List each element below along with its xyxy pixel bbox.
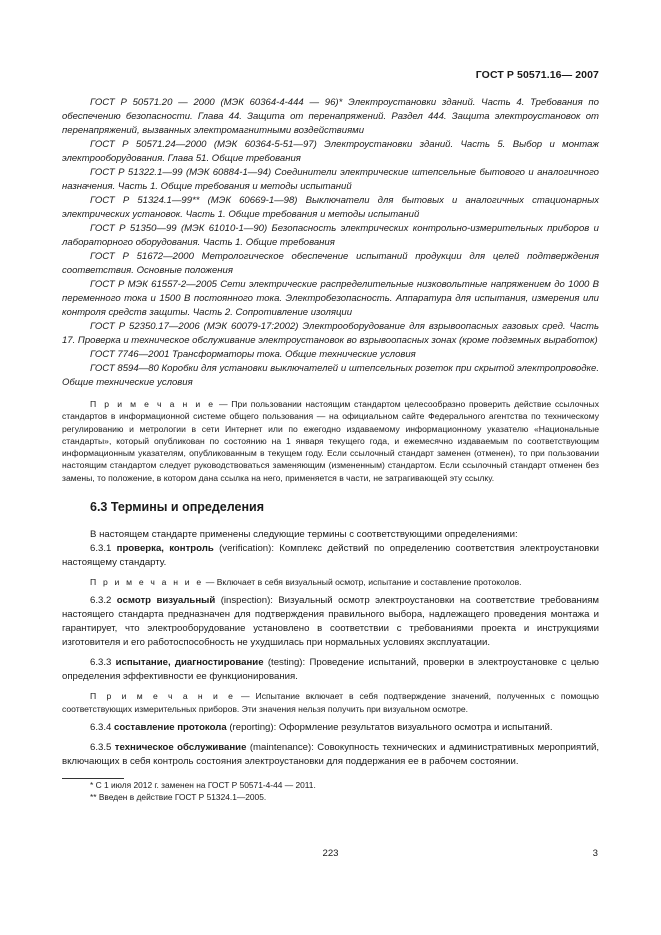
note-text: — Испытание включает в себя подтверждение значений, полученных с помощью соответствующих измерительных приборов. Эти значения нельзя получить при визуальном осмотре. <box>62 691 599 714</box>
term-name: техническое обслуживание <box>114 741 247 753</box>
reference-item: ГОСТ Р 51322.1—99 (МЭК 60884-1—94) Соединители электрические штепсельные бытового и аналогичного назначения. Часть 1. Общие требования и методы испытаний <box>62 167 599 192</box>
reference-item: ГОСТ Р 51672—2000 Метрологическое обеспечение испытаний продукции для целей подтверждения соответствия. Основные положения <box>62 251 599 276</box>
term-definition: (reporting): Оформление результатов визуального осмотра и испытаний. <box>226 721 553 733</box>
reference-item: ГОСТ Р 52350.17—2006 (МЭК 60079-17:2002) Электрооборудование для взрывоопасных газовых сред. Часть 17. Проверка и техническое обслуживание электроустановок во взрывоопасных зонах (кроме подземных выработок) <box>62 321 599 346</box>
term-6-3-4 <box>62 721 599 735</box>
term-name: проверка, контроль <box>116 543 214 555</box>
term-name: осмотр визуальный <box>116 595 216 607</box>
reference-item: ГОСТ Р 50571.24—2000 (МЭК 60364-5-51—97) Электроустановки зданий. Часть 5. Выбор и монтаж электрооборудования. Глава 51. Общие требования <box>62 139 599 164</box>
note-text: — При пользовании настоящим стандартом целесообразно проверить действие ссылочных стандартов в информационной системе общего пользования — на официальном сайте Федерального агентства по техническому регулированию и метрологии в сети Интернет или по ежегодно издаваемому информационному указателю «Национальные стандарты», который опубликован по состоянию на 1 января текущего года, и ежемесячно издаваемым по соответствующим информационным указателям, опубликованным в текущем году. Если ссылочный стандарт заменен (отменен), то при пользовании настоящим стандартом следует руководствоваться заменяющим (измененным) стандартом. Если ссылочный стандарт отменен без замены, то положение, в котором дана ссылка на него, применяется в части, не затрагивающей эту ссылку. <box>62 399 599 483</box>
term-name: испытание, диагностирование <box>115 657 264 669</box>
sheet-number: 3 <box>592 848 598 859</box>
note-label: П р и м е ч а н и е <box>90 691 236 702</box>
term-number: 6.3.4 <box>90 721 115 733</box>
term-definition: (verification): Комплекс действий по определению соответствия электроустановки настоящему стандарту. <box>62 543 599 569</box>
term-6-3-1 <box>62 542 599 570</box>
term-note <box>62 690 599 715</box>
section-title: 6.3 Термины и определения <box>90 500 264 515</box>
term-6-3-5 <box>62 741 599 769</box>
page-number: 223 <box>322 848 339 859</box>
reference-item: ГОСТ 7746—2001 Трансформаторы тока. Общие технические условия <box>90 349 416 360</box>
footnote: ** Введен в действие ГОСТ Р 51324.1—2005. <box>90 791 267 802</box>
term-number: 6.3.5 <box>90 741 115 753</box>
term-name: составление протокола <box>114 721 227 733</box>
note-label: П р и м е ч а н и е <box>90 399 216 409</box>
note-label: П р и м е ч а н и е <box>90 577 204 588</box>
term-number: 6.3.1 <box>90 543 117 555</box>
reference-item: ГОСТ Р 51350—99 (МЭК 61010-1—90) Безопасность электрических контрольно-измерительных приборов и лабораторного оборудования. Часть 1. Общие требования <box>62 223 599 248</box>
section-intro: В настоящем стандарте применены следующие термины с соответствующими определениями: <box>90 529 518 541</box>
term-note <box>62 576 599 588</box>
term-definition: (maintenance): Совокупность технических и административных мероприятий, включающих в себя контроль состояния электроустановки для поддержания ее в рабочем состоянии. <box>62 741 599 767</box>
reference-list <box>62 96 599 390</box>
note-text: — Включает в себя визуальный осмотр, испытание и составление протоколов. <box>203 577 522 588</box>
footnote: * С 1 июля 2012 г. заменен на ГОСТ Р 50571-4-44 — 2011. <box>90 779 316 790</box>
document-header: ГОСТ Р 50571.16— 2007 <box>475 69 599 81</box>
term-number: 6.3.3 <box>90 657 116 669</box>
reference-item: ГОСТ Р 50571.20 — 2000 (МЭК 60364-4-444 — 96)* Электроустановки зданий. Часть 4. Требования по обеспечению безопасности. Глава 44. Защита от перенапряжений. Раздел 444. Защита электроустановок от перенапряжений, вызванных электромагнитными воздействиями <box>62 97 599 136</box>
reference-note <box>62 398 599 484</box>
term-6-3-3 <box>62 656 599 684</box>
reference-item: ГОСТ Р 51324.1—99** (МЭК 60669-1—98) Выключатели для бытовых и аналогичных стационарных электрических установок. Часть 1. Общие требования и методы испытаний <box>62 195 599 220</box>
term-number: 6.3.2 <box>90 595 117 607</box>
page-content <box>62 96 599 803</box>
term-definition: (testing): Проведение испытаний, проверки в электроустановке с целью определения эффективности ее функционирования. <box>62 657 599 683</box>
reference-item: ГОСТ 8594—80 Коробки для установки выключателей и штепсельных розеток при скрытой электропроводке. Общие технические условия <box>62 363 599 388</box>
terms-section <box>62 528 599 769</box>
term-6-3-2 <box>62 594 599 650</box>
reference-item: ГОСТ Р МЭК 61557-2—2005 Сети электрические распределительные низковольтные напряжением до 1000 В переменного тока и 1500 В постоянного тока. Электробезопасность. Аппаратура для испытания, измерения или контроля средств защиты. Часть 2. Сопротивление изоляции <box>62 279 599 318</box>
term-definition: (inspection): Визуальный осмотр электроустановки на соответствие требованиям настоящего стандарта предназначен для подтверждения правильного выбора, надлежащего проведения монтажа и гарантирует, что электрооборудование установлено в соответствии с требованиями проекта и инструкциями изготовителя и его работоспособность не ухудшилась при нормальных условиях эксплуатации. <box>62 595 599 649</box>
